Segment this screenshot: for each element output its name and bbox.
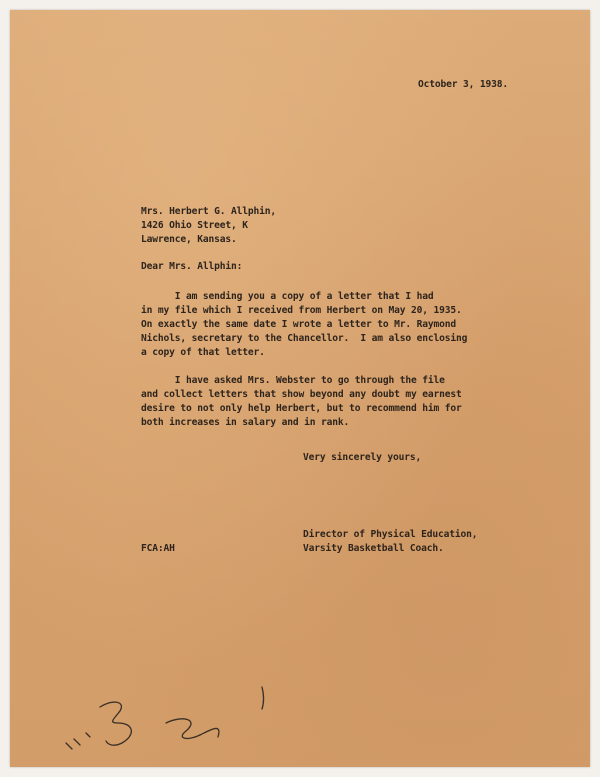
signature-title-line-2: Varsity Basketball Coach. (303, 543, 444, 554)
paragraph-1 (141, 290, 467, 360)
letter-body (141, 290, 467, 430)
scribble-stroke-2 (166, 719, 200, 739)
paragraph-2 (141, 374, 467, 430)
recipient-city: Lawrence, Kansas. (141, 234, 237, 245)
handwritten-scribble (50, 675, 290, 765)
recipient-name: Mrs. Herbert G. Allphin, (141, 206, 277, 217)
scribble-tick-3 (86, 733, 90, 737)
body-line: and collect letters that show beyond any doubt my earnest (141, 389, 462, 400)
closing: Very sincerely yours, (303, 452, 422, 463)
letter-date: October 3, 1938. (418, 79, 509, 90)
body-line: in my file which I received from Herbert on May 20, 1935. (141, 305, 462, 316)
body-line: both increases in salary and in rank. (141, 417, 350, 428)
body-line: On exactly the same date I wrote a letter to Mr. Raymond (141, 319, 457, 330)
scribble-tick-1 (66, 743, 72, 749)
signature-title-line-1: Director of Physical Education, (303, 529, 478, 540)
salutation: Dear Mrs. Allphin: (141, 261, 243, 272)
recipient-street: 1426 Ohio Street, K (141, 220, 248, 231)
signature-title (303, 528, 477, 556)
body-line: I am sending you a copy of a letter that I had (141, 291, 434, 302)
paragraph-gap (141, 360, 467, 374)
body-line: Nichols, secretary to the Chancellor. I am also enclosing (141, 333, 468, 344)
reference-initials: FCA:AH (141, 543, 175, 554)
scribble-tick-2 (74, 739, 80, 745)
scribble-stroke-3 (200, 728, 219, 737)
body-line: I have asked Mrs. Webster to go through the file (141, 375, 445, 386)
scribble-stroke-4 (262, 687, 264, 709)
scribble-stroke-1 (100, 702, 131, 745)
body-line: a copy of that letter. (141, 347, 265, 358)
recipient-address (141, 205, 276, 247)
letter-page (10, 10, 590, 767)
body-line: desire to not only help Herbert, but to recommend him for (141, 403, 462, 414)
